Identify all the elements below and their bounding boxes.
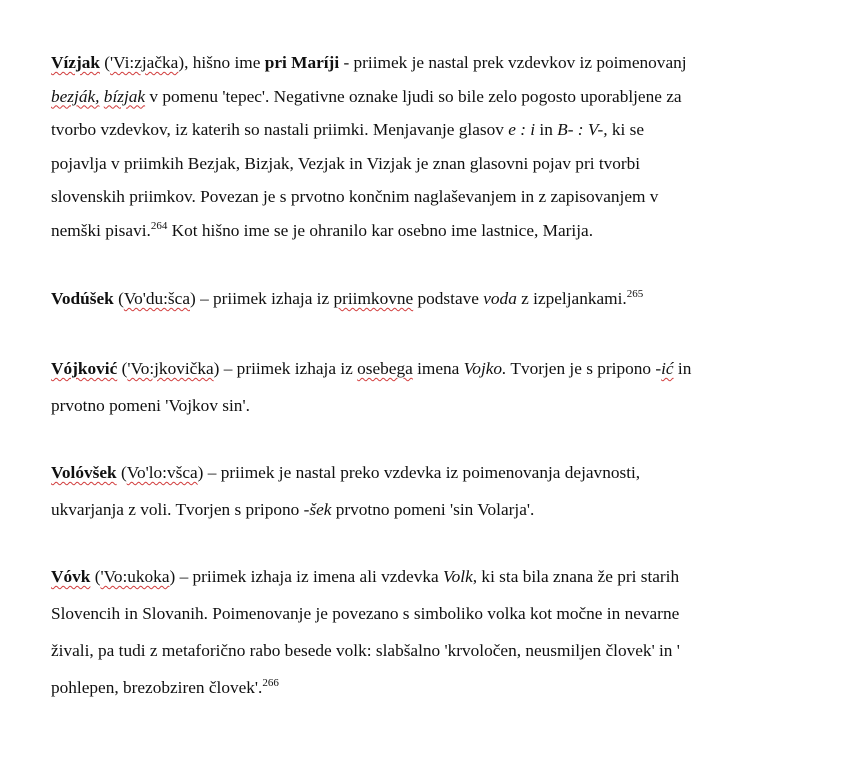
text-run: pohlepen, brezobziren človek'. — [51, 678, 263, 697]
text-run: ( — [90, 567, 101, 586]
text-run: ( — [116, 463, 127, 482]
text-line — [51, 288, 643, 310]
text-line — [51, 86, 682, 108]
text-run: ( — [99, 53, 111, 72]
text-line — [51, 566, 679, 588]
text-run: z izpeljankami. — [516, 289, 627, 308]
text-run: Slovencih in Slovanih. Poimenovanje je povezano s simboliko volka kot močne in nevarne — [51, 604, 680, 623]
text-run: osebega — [357, 359, 413, 378]
text-run: nemški pisavi. — [51, 220, 151, 240]
text-run: , ki sta bila znana že pri starih — [472, 567, 680, 586]
text-run: priimkovne — [333, 289, 414, 308]
text-line — [51, 153, 640, 175]
footnote-ref[interactable]: 266 — [262, 677, 279, 689]
text-line — [51, 52, 687, 74]
text-line — [51, 395, 250, 417]
headword: Volóvšek — [51, 463, 117, 482]
footnote-ref[interactable]: 265 — [626, 288, 644, 300]
text-run: pojavlja v priimkih Bezjak, Bizjak, Vezjak in Vizjak je znan glasovni pojav pri tvorbi — [51, 153, 641, 173]
text-run: B- : V-, — [557, 120, 608, 139]
text-run: ić — [661, 359, 674, 378]
headword: Vójković — [51, 359, 118, 378]
text-run: 'Vo:jkovička — [127, 359, 214, 378]
text-run: 'Vo:ukoka — [100, 567, 170, 586]
text-run: - priimek je nastal prek vzdevkov iz poimenovanj — [339, 53, 687, 72]
text-run: in — [535, 120, 558, 139]
text-run: ki se — [607, 120, 645, 139]
text-run: voda — [483, 289, 517, 308]
text-run: ) – priimek izhaja iz — [213, 359, 358, 378]
text-run: slovenskih priimkov. Povezan je s prvotno končnim naglaševanjem in z zapisovanjem v — [51, 187, 659, 206]
text-run: -šek — [303, 500, 332, 519]
text-run: ) – priimek izhaja iz — [190, 289, 334, 308]
text-line — [51, 499, 534, 521]
text-run: Kot hišno ime se je ohranilo kar osebno ime lastnice, Marija. — [167, 220, 594, 240]
text-run: imena — [412, 359, 464, 378]
text-line — [51, 462, 640, 484]
text-run: ) – priimek izhaja iz imena ali vzdevka — [169, 567, 444, 586]
text-run: živali, pa tudi z metaforično rabo besede volk: slabšalno 'krvoločen, neusmiljen človek' in ' — [51, 641, 680, 660]
headword: pri Maríji — [264, 53, 340, 72]
text-line — [51, 358, 691, 380]
text-run: ( — [113, 289, 124, 308]
text-run: tvorbo vzdevkov, iz katerih so nastali priimki. Menjavanje glasov — [51, 120, 509, 139]
text-line — [51, 640, 680, 662]
text-run: prvotno pomeni 'sin Volarja'. — [331, 500, 535, 519]
text-run: v pomenu 'tepec'. Negativne oznake ljudi so bile zelo pogosto uporabljene za — [145, 86, 682, 106]
text-run: ), hišno ime — [178, 53, 265, 72]
text-line — [51, 603, 679, 625]
headword: Vóvk — [51, 567, 91, 586]
text-run: Vo'lo:všca — [126, 463, 198, 482]
text-run: ( — [117, 359, 128, 378]
text-run: bezják, — [51, 86, 100, 106]
text-run: Vo'du:šca — [123, 289, 190, 308]
text-run: in — [673, 359, 692, 378]
text-run: Volk — [443, 567, 473, 586]
text-run: 'Vi:zjačka — [110, 53, 179, 72]
text-run: e : i — [508, 120, 536, 139]
text-line — [51, 677, 279, 699]
text-run: prvotno pomeni 'Vojkov sin'. — [51, 396, 250, 415]
footnote-ref[interactable]: 264 — [150, 219, 168, 232]
text-run: ukvarjanja z voli. Tvorjen s pripono — [51, 500, 304, 519]
headword: Vodúšek — [51, 289, 114, 308]
text-run: podstave — [413, 289, 484, 308]
text-line — [51, 119, 644, 141]
text-run: Vojko. — [463, 359, 507, 378]
text-line — [51, 186, 658, 208]
text-run: - — [655, 359, 662, 378]
text-run: Tvorjen je s pripono — [506, 359, 656, 378]
text-run: ) – priimek je nastal preko vzdevka iz poimenovanja dejavnosti, — [197, 463, 641, 482]
text-line — [51, 220, 593, 242]
text-run: bízjak — [103, 86, 146, 106]
headword: Vízjak — [51, 53, 100, 72]
